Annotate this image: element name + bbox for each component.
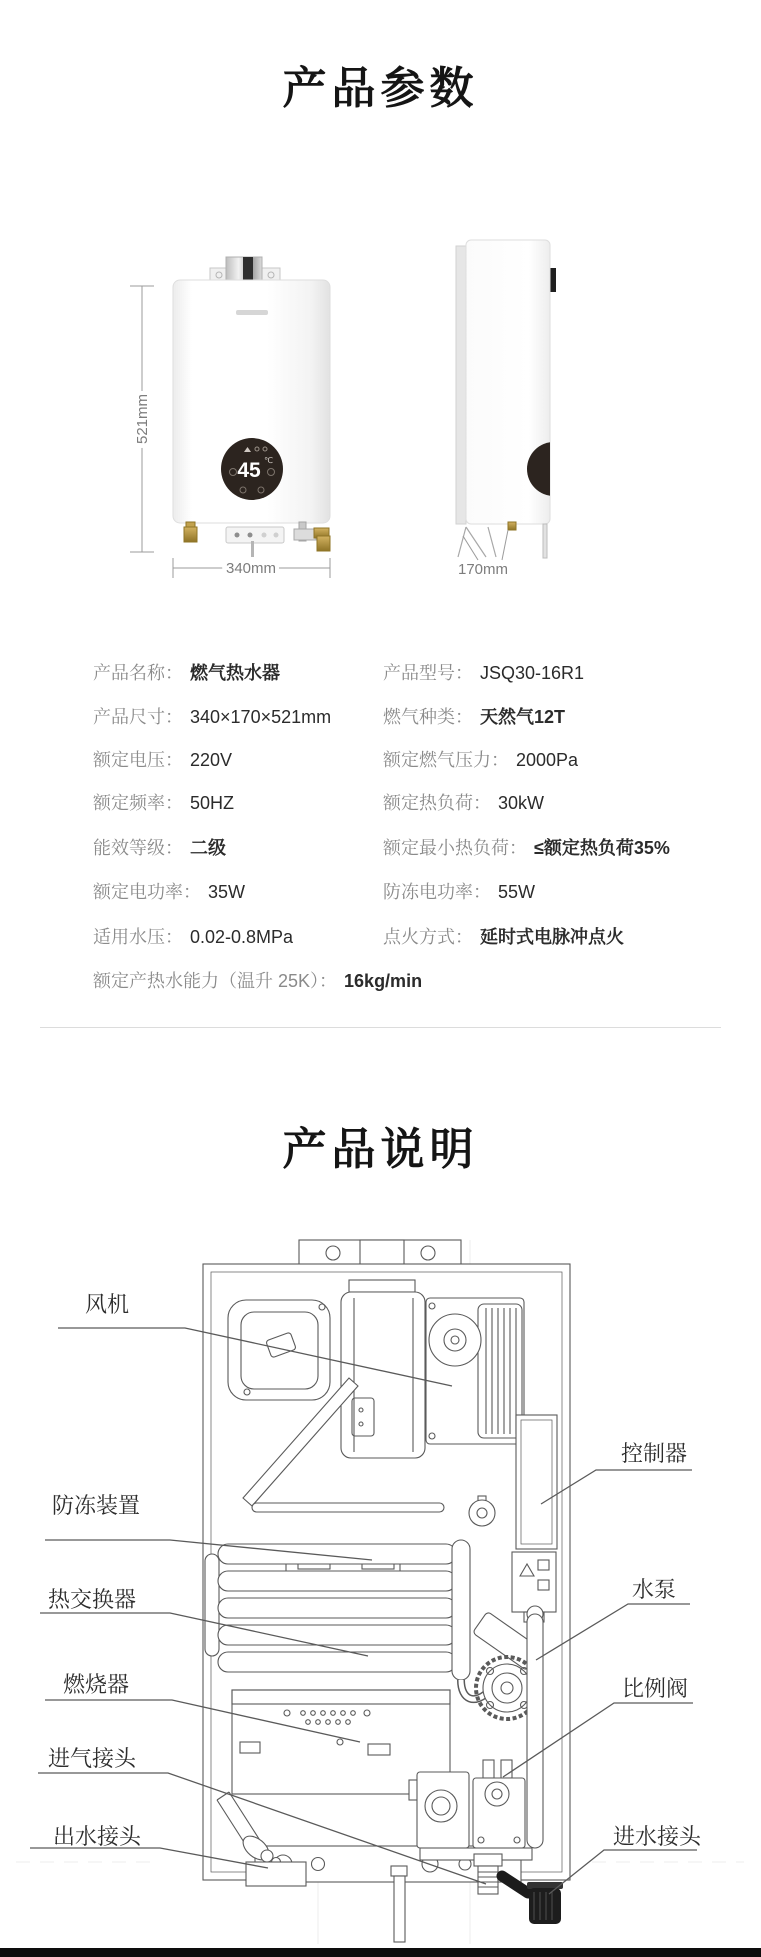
spec-row	[383, 706, 565, 728]
dimension-depth-label: 170mm	[457, 561, 509, 578]
dimension-width-label: 340mm	[225, 560, 277, 577]
spec-value: 220V	[190, 750, 233, 770]
spec-value: 50HZ	[190, 793, 235, 813]
spec-value: 16kg/min	[344, 971, 423, 991]
spec-row	[383, 792, 544, 814]
side-view-image	[456, 240, 581, 578]
spec-label: 额定产热水能力（温升 25K）：	[93, 971, 338, 991]
diagram-label-water-inlet: 进水接头	[613, 1824, 702, 1849]
controller	[512, 1415, 557, 1622]
diagram-label-heat-exchanger: 热交换器	[48, 1587, 137, 1612]
diagram-label-gas-inlet: 进气接头	[48, 1746, 137, 1771]
bottom-divider-bar	[0, 1948, 761, 1957]
spec-label: 额定最小热负荷：	[383, 838, 527, 858]
diagram-label-burner: 燃烧器	[63, 1672, 130, 1697]
spec-row	[93, 792, 234, 814]
fan-assembly	[426, 1298, 524, 1444]
spec-label: 额定频率：	[93, 793, 183, 813]
spec-row	[93, 706, 331, 728]
exhaust-duct	[341, 1280, 425, 1458]
spec-value: 55W	[498, 882, 536, 902]
display-dial	[221, 438, 283, 500]
gas-valve	[409, 1772, 469, 1848]
spec-row	[383, 749, 578, 771]
spec-value: 二级	[190, 838, 226, 858]
spec-value: 340×170×521mm	[190, 707, 332, 727]
spec-value: 2000Pa	[516, 750, 579, 770]
flue-pipe	[210, 257, 280, 282]
dimension-height-label: 521mm	[134, 393, 151, 445]
spec-value: 延时式电脉冲点火	[480, 927, 624, 947]
product-views-image	[0, 195, 761, 585]
spec-row	[93, 837, 226, 859]
spec-row	[383, 837, 670, 859]
diagram-label-frost-protection: 防冻装置	[52, 1493, 141, 1518]
cross-rail	[252, 1503, 444, 1512]
spec-label: 额定电压：	[93, 750, 183, 770]
front-view-image	[130, 257, 330, 578]
display-temperature: 45	[237, 459, 261, 482]
spec-row	[383, 881, 535, 903]
spec-label: 能效等级：	[93, 838, 183, 858]
section-divider	[40, 1027, 721, 1028]
spec-row	[383, 662, 584, 684]
diagram-label-controller: 控制器	[621, 1441, 688, 1466]
display-unit: ℃	[264, 456, 273, 465]
spec-row	[93, 749, 232, 771]
spec-label: 额定燃气压力：	[383, 750, 509, 770]
water-inlet-knob	[527, 1882, 563, 1924]
right-pipe	[527, 1606, 543, 1848]
spec-value: 35W	[208, 882, 246, 902]
leader-water-inlet	[549, 1850, 697, 1894]
spec-label: 产品型号：	[383, 663, 473, 683]
spec-row	[383, 926, 624, 948]
diagram-label-water-pump: 水泵	[632, 1577, 677, 1602]
spec-label: 额定电功率：	[93, 882, 201, 902]
spec-row-full	[93, 970, 422, 992]
section-title-description: 产品说明	[282, 1125, 479, 1174]
diagram-label-proportional-valve: 比例阀	[622, 1676, 689, 1701]
spec-row	[93, 662, 280, 684]
spec-label: 燃气种类：	[383, 707, 473, 727]
spec-label: 产品尺寸：	[93, 707, 183, 727]
spec-value: 燃气热水器	[190, 663, 280, 683]
spec-row	[93, 881, 245, 903]
spec-value: 0.02-0.8MPa	[190, 927, 294, 947]
spec-label: 防冻电功率：	[383, 882, 491, 902]
spec-label: 额定热负荷：	[383, 793, 491, 813]
fan-intake	[228, 1300, 330, 1400]
diagram-label-water-outlet: 出水接头	[53, 1824, 142, 1849]
brand-logo	[236, 310, 268, 315]
spec-value: JSQ30-16R1	[480, 663, 585, 683]
spec-value: 30kW	[498, 793, 545, 813]
spec-label: 产品名称：	[93, 663, 183, 683]
spec-label: 适用水压：	[93, 927, 183, 947]
diagram-label-fan: 风机	[85, 1292, 130, 1317]
bottom-fittings	[184, 522, 330, 557]
spec-value: ≤额定热负荷35%	[534, 838, 670, 858]
spec-row	[93, 926, 293, 948]
spec-value: 天然气12T	[480, 707, 566, 727]
side-display-dial	[527, 442, 581, 496]
spec-label: 点火方式：	[383, 927, 473, 947]
section-title-parameters: 产品参数	[282, 64, 479, 113]
side-stand	[458, 527, 496, 557]
